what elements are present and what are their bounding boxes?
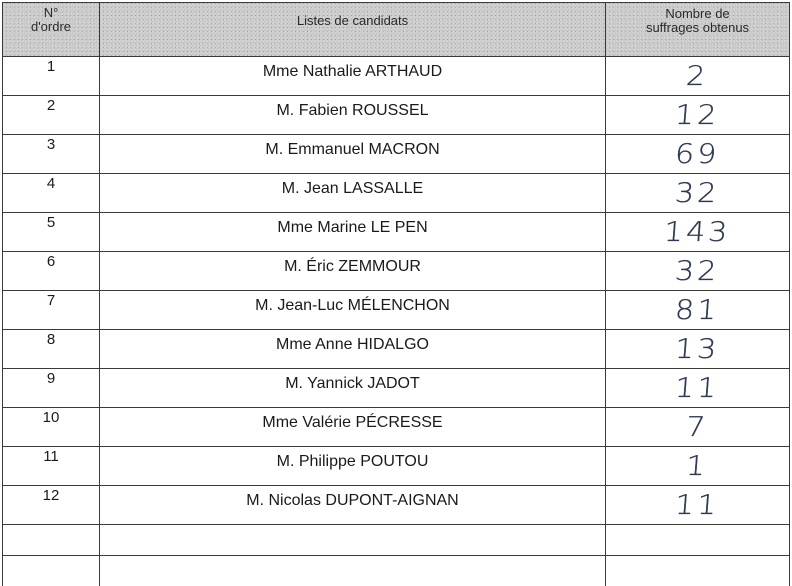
- row-number: 4: [3, 174, 100, 213]
- votes-cell: [606, 408, 790, 447]
- table-row: [3, 252, 790, 291]
- votes-handwritten: 143: [663, 220, 731, 247]
- table-row: [3, 135, 790, 174]
- votes-cell: [606, 369, 790, 408]
- table-row: [3, 291, 790, 330]
- votes-handwritten: 7: [685, 415, 709, 442]
- row-number: 8: [3, 330, 100, 369]
- votes-handwritten: 13: [674, 337, 720, 364]
- votes-cell: [606, 57, 790, 96]
- empty-cell: [606, 525, 790, 556]
- candidate-name: Mme Valérie PÉCRESSE: [100, 408, 606, 447]
- results-table: [2, 2, 790, 586]
- empty-cell: [3, 525, 100, 556]
- candidate-name: M. Fabien ROUSSEL: [100, 96, 606, 135]
- empty-cell: [100, 525, 606, 556]
- votes-handwritten: 81: [674, 298, 720, 325]
- votes-handwritten: 11: [674, 376, 720, 403]
- votes-cell: [606, 447, 790, 486]
- header-number-line1: N°: [44, 5, 59, 20]
- candidate-name: M. Philippe POUTOU: [100, 447, 606, 486]
- table-row: [3, 408, 790, 447]
- header-number-line2: d'ordre: [31, 19, 71, 34]
- table-row: [3, 213, 790, 252]
- votes-cell: [606, 213, 790, 252]
- candidate-name: M. Nicolas DUPONT-AIGNAN: [100, 486, 606, 525]
- votes-cell: [606, 252, 790, 291]
- row-number: 2: [3, 96, 100, 135]
- table-row: [3, 369, 790, 408]
- header-votes: [606, 3, 790, 57]
- table-body: [3, 57, 790, 586]
- votes-handwritten: 2: [685, 64, 709, 91]
- empty-row: [3, 525, 790, 556]
- table-header: [3, 3, 790, 57]
- votes-cell: [606, 96, 790, 135]
- candidate-name: Mme Anne HIDALGO: [100, 330, 606, 369]
- header-votes-line2: suffrages obtenus: [606, 21, 789, 35]
- row-number: 9: [3, 369, 100, 408]
- table-row: [3, 96, 790, 135]
- table-row: [3, 330, 790, 369]
- votes-cell: [606, 135, 790, 174]
- empty-cell: [606, 556, 790, 586]
- candidate-name: M. Jean-Luc MÉLENCHON: [100, 291, 606, 330]
- row-number: 12: [3, 486, 100, 525]
- row-number: 5: [3, 213, 100, 252]
- votes-handwritten: 11: [674, 493, 720, 520]
- votes-handwritten: 32: [674, 181, 720, 208]
- candidate-name: M. Yannick JADOT: [100, 369, 606, 408]
- header-number: [3, 3, 100, 57]
- empty-row: [3, 556, 790, 586]
- empty-cell: [100, 556, 606, 586]
- row-number: 3: [3, 135, 100, 174]
- candidate-name: Mme Nathalie ARTHAUD: [100, 57, 606, 96]
- votes-handwritten: 69: [674, 142, 720, 169]
- row-number: 6: [3, 252, 100, 291]
- table-row: [3, 174, 790, 213]
- row-number: 10: [3, 408, 100, 447]
- table-row: [3, 486, 790, 525]
- header-votes-line1: Nombre de: [665, 6, 729, 21]
- candidate-name: M. Éric ZEMMOUR: [100, 252, 606, 291]
- table-row: [3, 57, 790, 96]
- row-number: 1: [3, 57, 100, 96]
- votes-handwritten: 12: [674, 103, 720, 130]
- empty-cell: [3, 556, 100, 586]
- header-row: [3, 3, 790, 57]
- candidate-name: M. Jean LASSALLE: [100, 174, 606, 213]
- candidate-name: M. Emmanuel MACRON: [100, 135, 606, 174]
- row-number: 11: [3, 447, 100, 486]
- votes-cell: [606, 291, 790, 330]
- votes-handwritten: 32: [674, 259, 720, 286]
- votes-handwritten: 1: [685, 454, 709, 481]
- table-row: [3, 447, 790, 486]
- votes-cell: [606, 174, 790, 213]
- header-candidates: Listes de candidats: [100, 3, 606, 57]
- votes-cell: [606, 486, 790, 525]
- row-number: 7: [3, 291, 100, 330]
- votes-cell: [606, 330, 790, 369]
- candidate-name: Mme Marine LE PEN: [100, 213, 606, 252]
